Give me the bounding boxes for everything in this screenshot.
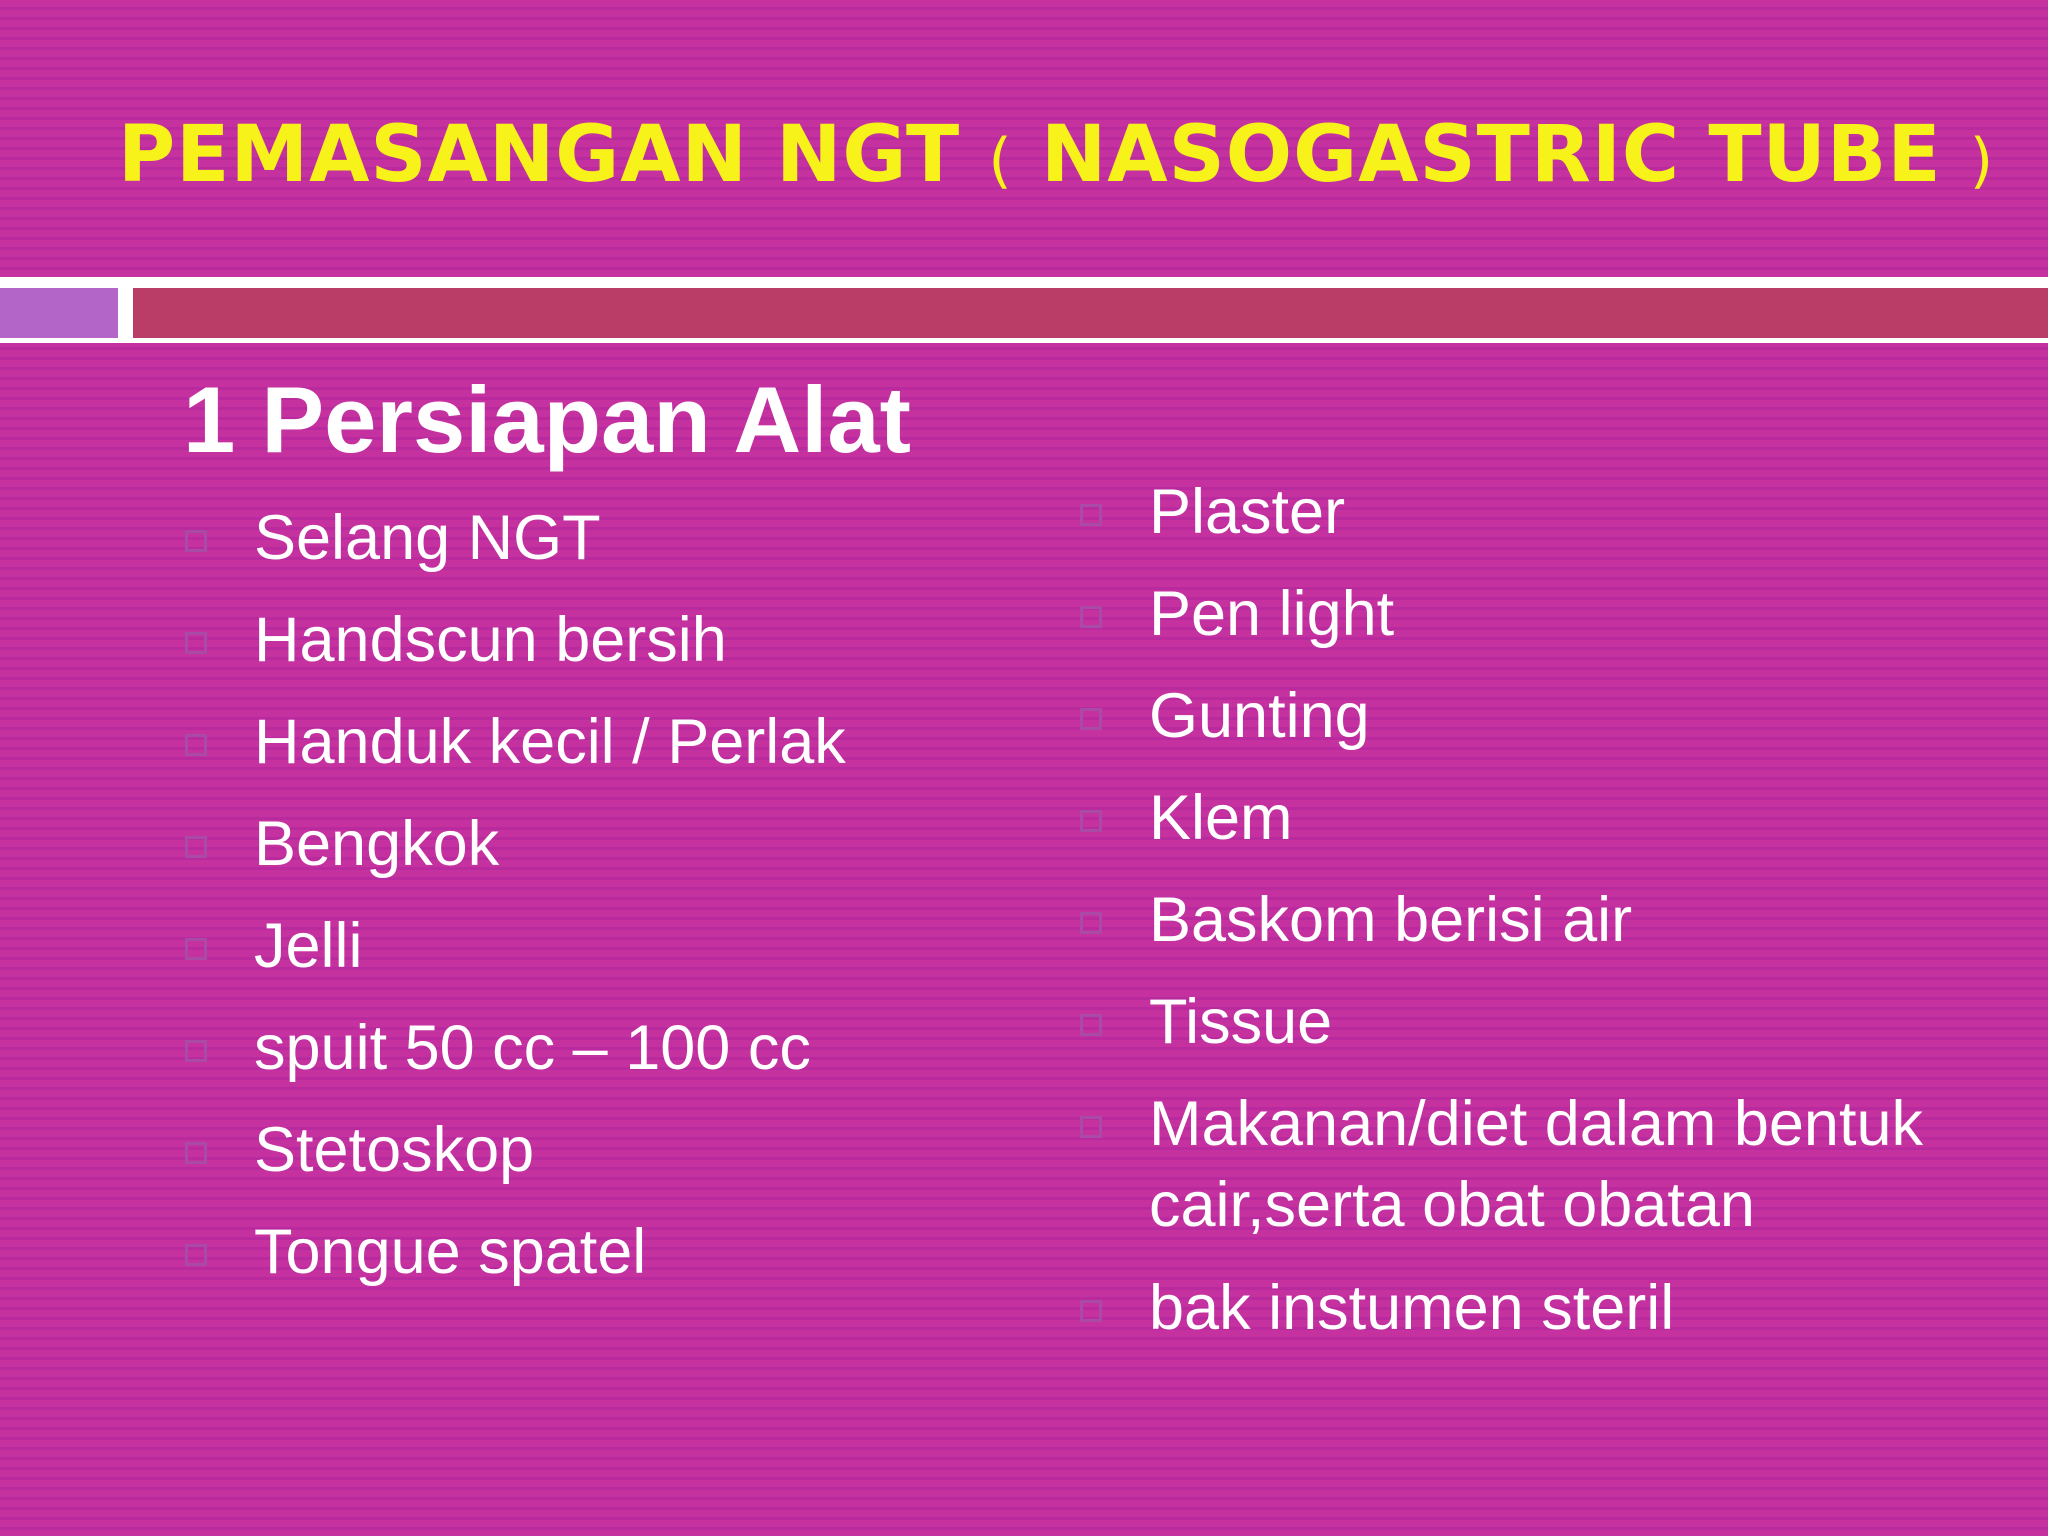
bullet-icon <box>1080 1014 1102 1036</box>
title-open-paren: ( <box>988 126 1013 196</box>
title-text-middle: NASOGASTRIC TUBE <box>1012 110 1970 200</box>
bullet-icon <box>185 734 207 756</box>
list-item-label: Makanan/diet dalam bentuk cair,serta obat obatan <box>1149 1089 1923 1240</box>
bullet-icon <box>185 1142 207 1164</box>
divider-bar <box>133 288 2048 338</box>
list-item-label: Klem <box>1149 783 1293 853</box>
list-item-label: Handuk kecil / Perlak <box>254 707 846 777</box>
section-heading: 1 Persiapan Alat <box>183 367 911 472</box>
list-item <box>183 1212 1043 1292</box>
list-item <box>1078 1084 1978 1246</box>
list-item-label: Plaster <box>1149 477 1346 547</box>
bullet-icon <box>1080 708 1102 730</box>
equipment-list-left <box>183 498 1043 1314</box>
list-item <box>1078 880 1978 960</box>
bullet-icon <box>185 1040 207 1062</box>
bullet-icon <box>185 938 207 960</box>
bullet-icon <box>1080 810 1102 832</box>
list-item-label: Jelli <box>254 911 363 981</box>
list-item-label: Stetoskop <box>254 1115 535 1185</box>
divider-accent-block <box>0 288 118 338</box>
bullet-icon <box>1080 1300 1102 1322</box>
list-item-label: Baskom berisi air <box>1149 885 1633 955</box>
list-item <box>183 804 1043 884</box>
slide-title <box>118 100 2018 210</box>
list-item <box>1078 778 1978 858</box>
list-item <box>1078 676 1978 756</box>
list-item <box>183 1110 1043 1190</box>
list-item <box>183 1008 1043 1088</box>
bullet-icon <box>185 530 207 552</box>
list-item <box>1078 472 1978 552</box>
list-item <box>183 600 1043 680</box>
list-item-label: Bengkok <box>254 809 500 879</box>
bullet-icon <box>1080 606 1102 628</box>
list-item-label: Tongue spatel <box>254 1217 647 1287</box>
title-text-before: PEMASANGAN NGT <box>118 110 989 200</box>
list-item-label: Selang NGT <box>254 503 601 573</box>
list-item <box>183 498 1043 578</box>
bullet-icon <box>1080 1116 1102 1138</box>
list-item-label: Tissue <box>1149 987 1333 1057</box>
bullet-icon <box>185 836 207 858</box>
list-item <box>1078 574 1978 654</box>
bullet-icon <box>1080 912 1102 934</box>
list-item-label: Pen light <box>1149 579 1395 649</box>
list-item-label: Gunting <box>1149 681 1370 751</box>
list-item-label: bak instumen steril <box>1149 1273 1675 1343</box>
bullet-icon <box>185 632 207 654</box>
list-item <box>183 702 1043 782</box>
bullet-icon <box>185 1244 207 1266</box>
list-item <box>1078 982 1978 1062</box>
list-item-label: Handscun bersih <box>254 605 727 675</box>
title-close-paren: ) <box>1969 126 1995 196</box>
equipment-list-right <box>1078 472 1978 1370</box>
list-item <box>183 906 1043 986</box>
list-item <box>1078 1268 1978 1348</box>
bullet-icon <box>1080 504 1102 526</box>
list-item-label: spuit 50 cc – 100 cc <box>254 1013 811 1083</box>
